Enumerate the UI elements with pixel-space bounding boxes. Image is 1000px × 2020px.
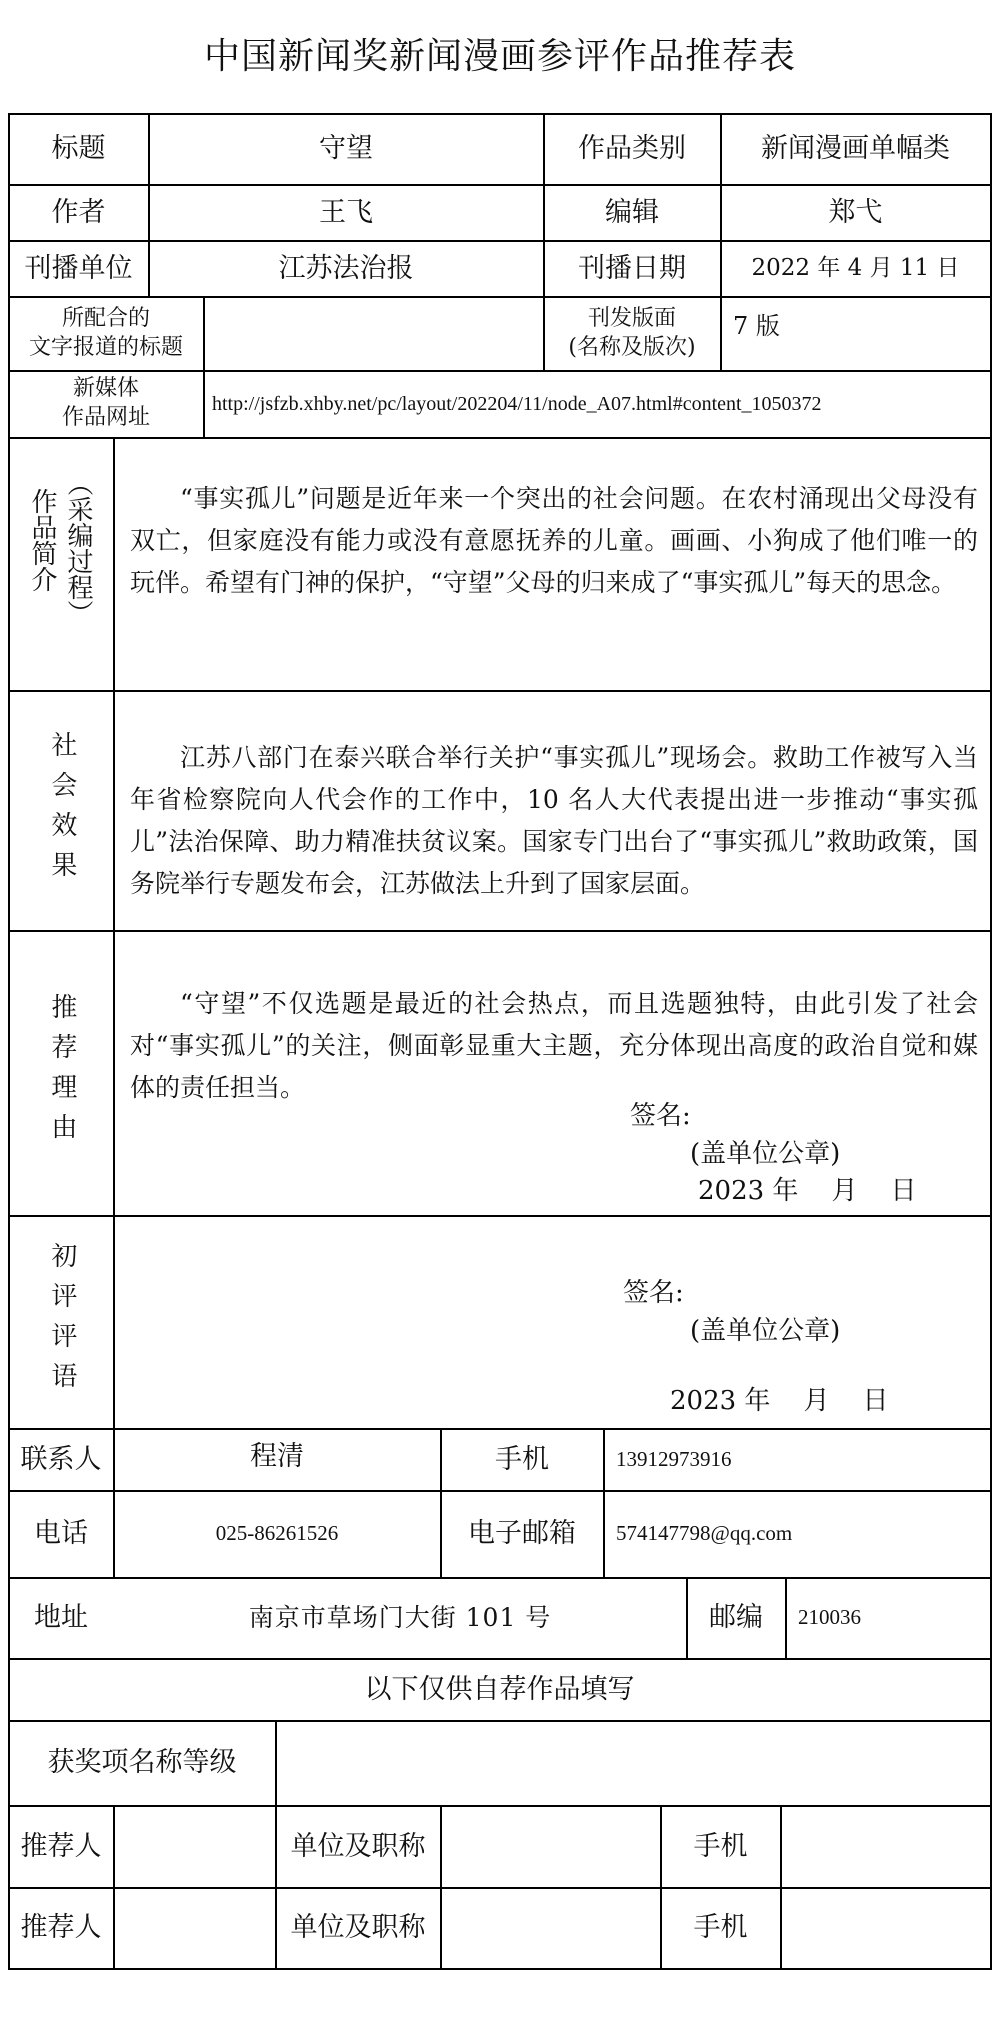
label-page-section-line2: (名称及版次)	[568, 334, 696, 360]
label-title: 标题	[51, 133, 106, 165]
value-address[interactable]: 南京市草场门大街 101 号	[248, 1602, 552, 1632]
label-zip: 邮编	[709, 1602, 763, 1634]
review-signature[interactable]: 签名:	[623, 1278, 684, 1308]
label-publisher: 刊播单位	[24, 252, 133, 284]
label-intro-sub: （采编过程）	[63, 470, 93, 626]
label-reason: 推荐理由	[46, 993, 77, 1153]
value-unit-title-1[interactable]	[441, 1806, 660, 1887]
value-unit-title-2[interactable]	[441, 1888, 660, 1968]
label-social-effect: 社会效果	[46, 730, 77, 891]
value-category[interactable]: 新闻漫画单幅类	[761, 133, 950, 165]
review-date[interactable]: 2023 年 月 日	[670, 1386, 889, 1416]
intro-text[interactable]: “事实孤儿”问题是近年来一个突出的社会问题。在农村涌现出父母没有双亡，但家庭没有能力或没有意愿抚养的儿童。画画、小狗成了他们唯一的玩伴。希望有门神的保护，“守望”父母的归来成了“事实孤儿”每天的思念。	[130, 484, 978, 597]
self-recommend-note: 以下仅供自荐作品填写	[364, 1673, 635, 1705]
value-publish-date[interactable]: 2022 年 4 月 11 日	[751, 254, 960, 281]
value-mobile[interactable]: 13912973916	[616, 1446, 732, 1471]
label-new-media-url	[9, 371, 203, 437]
value-author[interactable]: 王飞	[319, 196, 373, 228]
reason-date[interactable]: 2023 年 月 日	[698, 1176, 917, 1206]
page-title: 中国新闻奖新闻漫画参评作品推荐表	[203, 36, 796, 77]
value-email[interactable]: 574147798@qq.com	[616, 1521, 793, 1546]
value-recommender-mobile-2[interactable]	[781, 1888, 990, 1968]
label-unit-title-1: 单位及职称	[290, 1830, 426, 1862]
reason-stamp: (盖单位公章)	[690, 1139, 841, 1169]
label-recommender-mobile-2: 手机	[693, 1912, 748, 1944]
label-contact: 联系人	[20, 1443, 102, 1475]
review-stamp: (盖单位公章)	[690, 1316, 841, 1346]
label-page-section	[544, 297, 720, 370]
value-new-media-url[interactable]: http://jsfzb.xhby.net/pc/layout/202204/11/node_A07.html#content_1050372	[212, 393, 822, 415]
label-page-section-line1: 刊发版面	[587, 305, 676, 331]
reason-signature[interactable]: 签名:	[630, 1101, 691, 1131]
value-related-report[interactable]	[204, 297, 543, 370]
value-publisher[interactable]: 江苏法治报	[278, 252, 414, 284]
label-related-report	[9, 297, 203, 370]
label-related-report-line2: 文字报道的标题	[28, 334, 183, 360]
label-address: 地址	[34, 1602, 88, 1634]
label-recommender-mobile-1: 手机	[693, 1830, 748, 1862]
label-review: 初评评语	[46, 1242, 77, 1402]
label-category: 作品类别	[578, 133, 686, 165]
value-zip[interactable]: 210036	[798, 1605, 861, 1630]
reason-text[interactable]: “守望”不仅选题是最近的社会热点，而且选题独特，由此引发了社会对“事实孤儿”的关注，侧面彰显重大主题，充分体现出高度的政治自觉和媒体的责任担当。	[130, 989, 978, 1102]
value-title[interactable]: 守望	[319, 133, 373, 165]
label-new-media-url-line1: 新媒体	[72, 376, 139, 402]
effect-text[interactable]: 江苏八部门在泰兴联合举行关护“事实孤儿”现场会。救助工作被写入当年省检察院向人代会作的工作中，10 名人大代表提出进一步推动“事实孤儿”法治保障、助力精准扶贫议案。国家专门出台了“事实孤儿”救助政策，国务院举行专题发布会，江苏做法上升到了国家层面。	[130, 743, 978, 898]
label-intro-main: 作品简介	[27, 488, 57, 592]
label-editor: 编辑	[605, 196, 659, 228]
label-recommender-1: 推荐人	[20, 1830, 102, 1862]
label-new-media-url-line2: 作品网址	[61, 405, 150, 430]
label-recommender-2: 推荐人	[20, 1912, 102, 1944]
value-contact[interactable]: 程清	[250, 1441, 304, 1472]
value-editor[interactable]: 郑弋	[828, 196, 883, 228]
label-author: 作者	[51, 196, 106, 228]
label-related-report-line1: 所配合的	[61, 305, 150, 331]
value-page-section[interactable]: 7 版	[733, 312, 780, 340]
label-unit-title-2: 单位及职称	[290, 1912, 426, 1944]
label-publish-date: 刊播日期	[578, 252, 686, 284]
label-email: 电子邮箱	[468, 1518, 576, 1550]
label-tel: 电话	[34, 1518, 88, 1550]
label-mobile: 手机	[495, 1443, 549, 1475]
label-intro	[18, 468, 108, 626]
value-recommender-mobile-1[interactable]	[781, 1806, 990, 1887]
value-award[interactable]	[276, 1721, 990, 1805]
value-recommender-2[interactable]	[114, 1888, 275, 1968]
label-award: 获奖项名称等级	[47, 1747, 237, 1779]
value-recommender-1[interactable]	[114, 1806, 275, 1887]
value-tel[interactable]: 025-86261526	[215, 1521, 339, 1546]
